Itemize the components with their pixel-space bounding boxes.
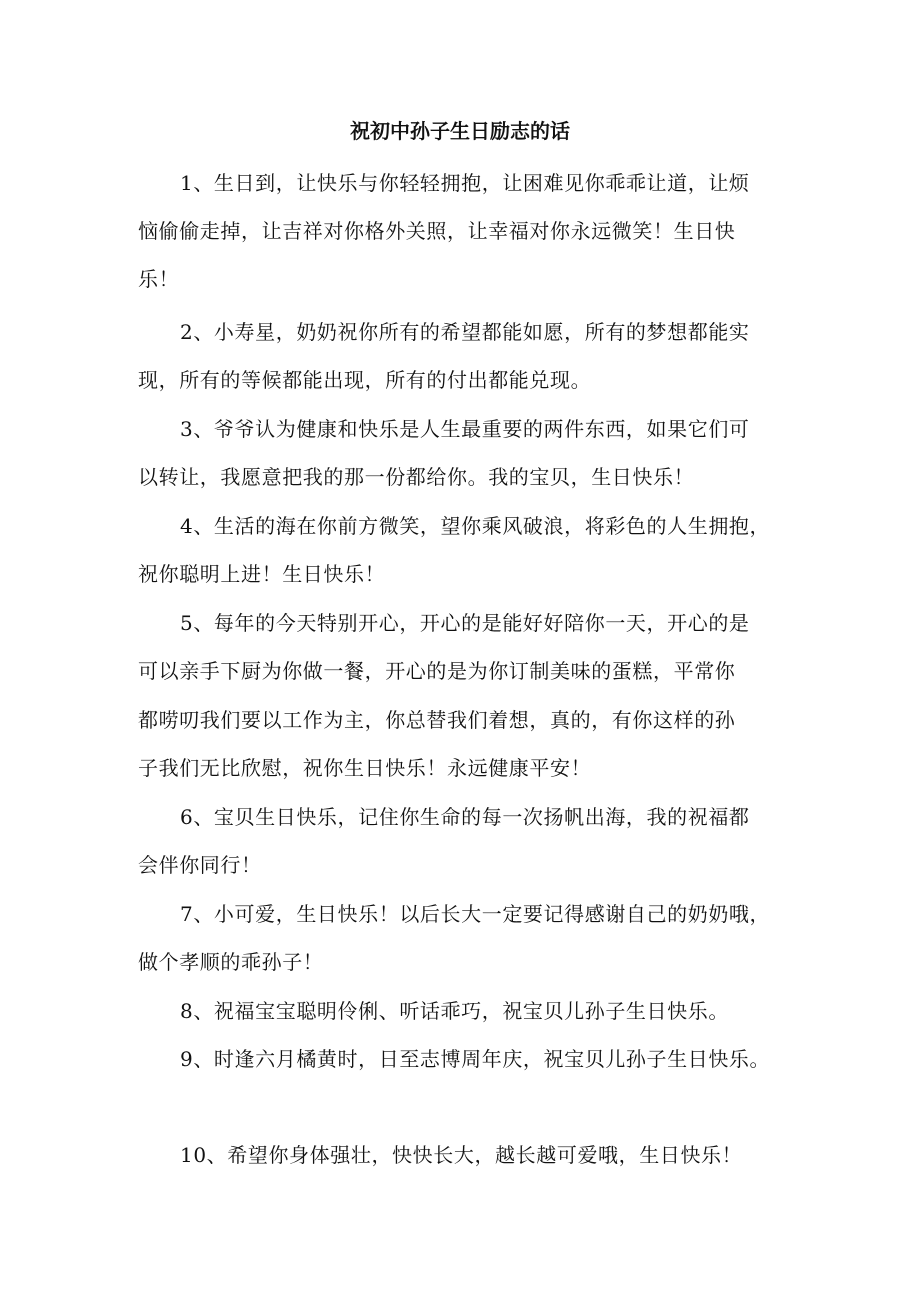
- paragraph-1-line-3: 乐！: [138, 267, 180, 291]
- paragraph-6-line-1: 6、宝贝生日快乐，记住你生命的每一次扬帆出海，我的祝福都: [180, 805, 750, 829]
- paragraph-5-line-4: 子我们无比欣慰，祝你生日快乐！永远健康平安！: [138, 756, 592, 780]
- paragraph-7-line-1: 7、小可爱，生日快乐！以后长大一定要记得感谢自己的奶奶哦，: [180, 902, 771, 926]
- paragraph-5-line-3: 都唠叨我们要以工作为主，你总替我们着想，真的，有你这样的孙: [138, 708, 736, 732]
- paragraph-1-line-1: 1、生日到，让快乐与你轻轻拥抱，让困难见你乖乖让道，让烦: [180, 171, 750, 195]
- document-title: 祝初中孙子生日励志的话: [350, 119, 570, 143]
- paragraph-2-line-1: 2、小寿星，奶奶祝你所有的希望都能如愿，所有的梦想都能实: [180, 320, 750, 344]
- paragraph-6-line-2: 会伴你同行！: [138, 853, 262, 877]
- paragraph-3-line-1: 3、爷爷认为健康和快乐是人生最重要的两件东西，如果它们可: [180, 417, 750, 441]
- paragraph-1-line-2: 恼偷偷走掉，让吉祥对你格外关照，让幸福对你永远微笑！生日快: [138, 219, 736, 243]
- paragraph-2-line-2: 现，所有的等候都能出现，所有的付出都能兑现。: [138, 368, 592, 392]
- paragraph-4-line-1: 4、生活的海在你前方微笑，望你乘风破浪，将彩色的人生拥抱，: [180, 514, 771, 538]
- paragraph-8-line-1: 8、祝福宝宝聪明伶俐、听话乖巧，祝宝贝儿孙子生日快乐。: [180, 999, 729, 1023]
- paragraph-9-line-1: 9、时逢六月橘黄时，日至志博周年庆，祝宝贝儿孙子生日快乐。: [180, 1047, 771, 1071]
- paragraph-7-line-2: 做个孝顺的乖孙子！: [138, 950, 324, 974]
- paragraph-3-line-2: 以转让，我愿意把我的那一份都给你。我的宝贝，生日快乐！: [138, 465, 695, 489]
- paragraph-10-line-1: 10、希望你身体强壮，快快长大，越长越可爱哦，生日快乐！: [180, 1143, 743, 1167]
- paragraph-5-line-1: 5、每年的今天特别开心，开心的是能好好陪你一天，开心的是: [180, 611, 750, 635]
- paragraph-5-line-2: 可以亲手下厨为你做一餐，开心的是为你订制美味的蛋糕，平常你: [138, 659, 736, 683]
- paragraph-4-line-2: 祝你聪明上进！生日快乐！: [138, 562, 386, 586]
